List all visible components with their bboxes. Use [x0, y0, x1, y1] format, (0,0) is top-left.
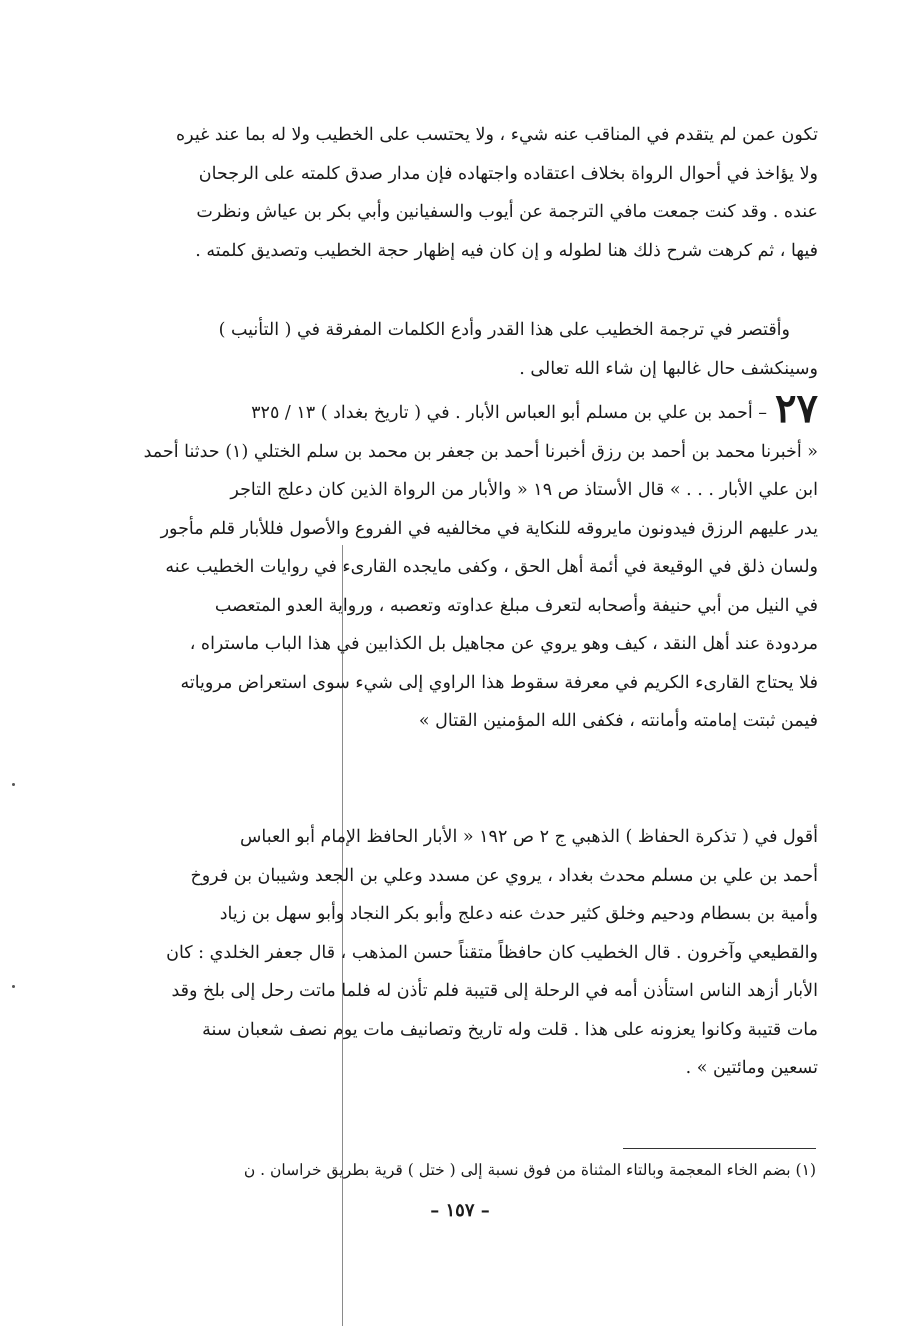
entry-header-line [100, 394, 818, 433]
text-line: يدر عليهم الرزق فيدونون مايروقه للنكاية في مخالفيه في الفروع والأصول فللأبار قلم مأجور [160, 518, 818, 539]
text-line: فيها ، ثم كرهت شرح ذلك هنا لطوله و إن كان فيه إظهار حجة الخطيب وتصديق كلمته . [195, 240, 818, 261]
scan-speck [12, 783, 15, 786]
text-line: وأمية بن بسطام ودحيم وخلق كثير حدث عنه دعلج وأبو بكر النجاد وأبو سهل بن زياد [219, 904, 818, 924]
text-line: فيمن ثبتت إمامته وأمانته ، فكفى الله المؤمنين القتال » [418, 711, 818, 731]
text-line: وأقتصر في ترجمة الخطيب على هذا القدر وأدع الكلمات المفرقة في ( التأنيب ) [218, 320, 790, 340]
text-line: في النيل من أبي حنيفة وأصحابه لتعرف مبلغ عداوته وتعصبه ، ورواية العدو المتعصب [214, 595, 818, 616]
page-number: – ١٥٧ – [430, 1200, 490, 1221]
paragraph-2 [100, 311, 818, 388]
paragraph-4 [100, 818, 818, 1088]
text-line: ابن علي الأبار . . . » قال الأستاذ ص ١٩ « والأبار من الرواة الذين كان دعلج التاجر [230, 480, 818, 500]
entry-header: – أحمد بن علي بن مسلم أبو العباس الأبار . في ( تاريخ بغداد ) ١٣ / ٣٢٥ [251, 403, 768, 423]
text-line: تسعين ومائتين » . [685, 1058, 818, 1078]
text-line: والقطيعي وآخرون . قال الخطيب كان حافظاً متقناً حسن المذهب ، قال جعفر الخلدي : كان [166, 942, 818, 963]
entry-27 [100, 394, 818, 741]
text-line: تكون عمن لم يتقدم في المناقب عنه شيء ، ولا يحتسب على الخطيب ولا له بما عند غيره [176, 125, 818, 145]
text-line: « أخبرنا محمد بن أحمد بن رزق أخبرنا أحمد بن جعفر بن محمد بن سلم الختلي (١) حدثنا أحمد [143, 441, 818, 462]
text-line: مات قتيبة وكانوا يعزونه على هذا . قلت وله تاريخ وتصانيف مات يوم نصف شعبان سنة [202, 1019, 818, 1040]
text-line: وسينكشف حال غالبها إن شاء الله تعالى . [519, 358, 818, 379]
scan-speck [12, 985, 15, 988]
entry-number: ٢٧ [775, 394, 818, 432]
text-line: ولسان ذلق في الوقيعة في أئمة أهل الحق ، وكفى مايجده القارىء في روايات الخطيب عنه [165, 557, 818, 577]
text-line: ولا يؤاخذ في أحوال الرواة بخلاف اعتقاده واجتهاده فإن مدار صدق كلمته على الرجحان [198, 163, 818, 184]
text-line: مردودة عند أهل النقد ، كيف وهو يروي عن مجاهيل بل الكذابين في هذا الباب ماستراه ، [189, 634, 818, 654]
text-line: عنده . وقد كنت جمعت مافي الترجمة عن أيوب والسفيانين وأبي بكر بن عياش ونظرت [196, 202, 818, 222]
text-line: الأبار أزهد الناس استأذن أمه في الرحلة إلى قتيبة فلم تأذن له فلما ماتت رحل إلى بلخ وقد [171, 981, 818, 1001]
text-line: أحمد بن علي بن مسلم محدث بغداد ، يروي عن مسدد وعلي بن الجعد وشيبان بن فروخ [190, 865, 818, 886]
footnote-divider [623, 1148, 816, 1149]
paragraph-1 [100, 116, 818, 270]
text-line: أقول في ( تذكرة الحفاظ ) الذهبي ج ٢ ص ١٩٢ « الأبار الحافظ الإمام أبو العباس [240, 827, 818, 847]
footnote: (١) بضم الخاء المعجمة وبالتاء المثناة من فوق نسبة إلى ( ختل ) قرية بطريق خراسان . ن [243, 1161, 816, 1179]
text-line: فلا يحتاج القارىء الكريم في معرفة سقوط هذا الراوي إلى شيء سوى استعراض مروياته [180, 672, 818, 693]
